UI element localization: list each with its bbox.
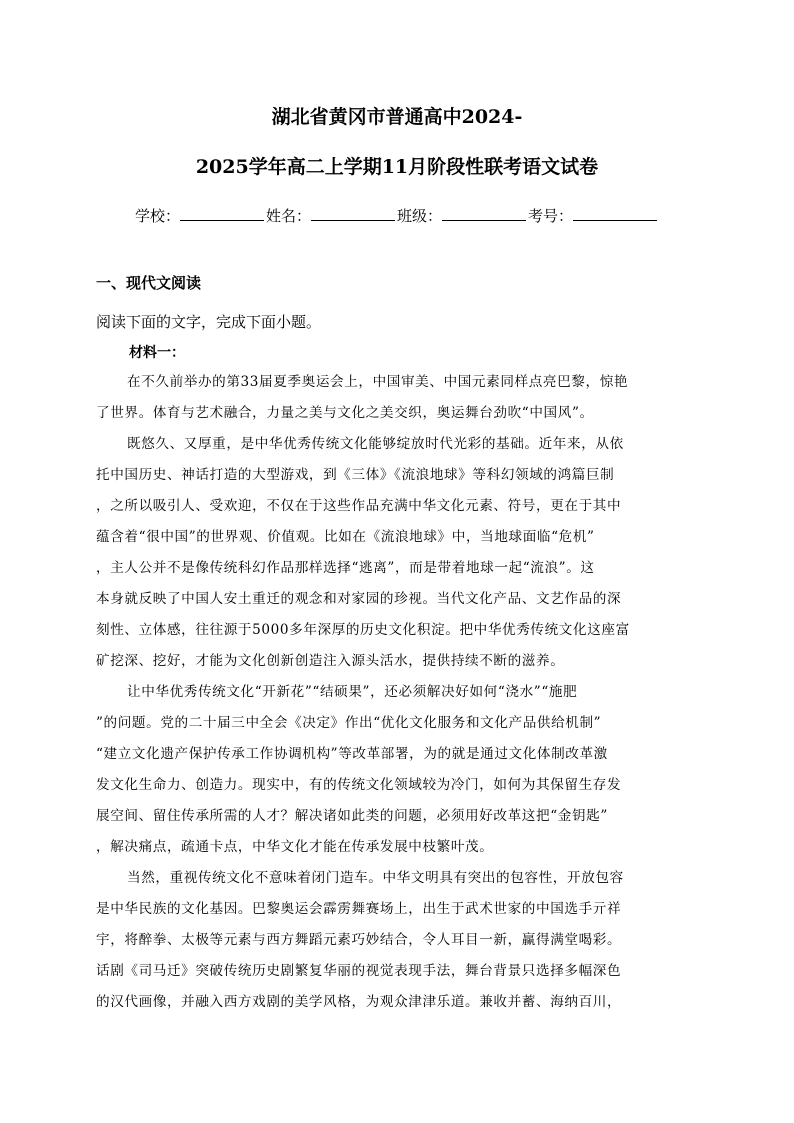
text-line: 刻性、立体感，往往源于5000多年深厚的历史文化积淀。把中华优秀传统文化这座富: [96, 622, 630, 638]
text-line: 让中华优秀传统文化“开新花”“结硕果”，还必须解决好如何“浇水”“施肥: [127, 684, 578, 700]
text-line: 了世界。体育与艺术融合，力量之美与文化之美交织，奥运舞台劲吹“中国风”。: [96, 405, 594, 421]
text-line: ，之所以吸引人、受欢迎，不仅在于这些作品充满中华文化元素、符号，更在于其中: [96, 498, 622, 514]
reading-instruction: 阅读下面的文字，完成下面小题。: [96, 313, 322, 331]
class-label: 班级：: [397, 207, 443, 225]
text-line: “建立文化遗产保护传承工作协调机构”等改革部署，为的就是通过文化体制改革激: [96, 746, 608, 762]
text-line: ”的问题。党的二十届三中全会《决定》作出“优化文化服务和文化产品供给机制”: [96, 715, 602, 731]
title-line-1: 湖北省黄冈市普通高中2024-: [271, 106, 523, 128]
text-line: 宇，将醉拳、太极等元素与西方舞蹈元素巧妙结合，令人耳目一新，赢得满堂喝彩。: [96, 932, 622, 948]
exam-number-field[interactable]: [528, 204, 659, 228]
class-blank[interactable]: [442, 205, 526, 221]
exam-number-blank[interactable]: [573, 205, 657, 221]
title-line-2: 2025学年高二上学期11月阶段性联考语文试卷: [195, 156, 599, 178]
school-label: 学校：: [134, 207, 180, 225]
text-line: ，主人公并不是像传统科幻作品那样选择“逃离”，而是带着地球一起“流浪”。这: [96, 560, 595, 576]
text-line: 托中国历史、神话打造的大型游戏，到《三体》《流浪地球》等科幻领域的鸿篇巨制: [96, 467, 615, 483]
text-line: 是中华民族的文化基因。巴黎奥运会霹雳舞赛场上，出生于武术世家的中国选手亓祥: [96, 901, 622, 917]
name-blank[interactable]: [311, 205, 395, 221]
text-line: 蕴含着“很中国”的世界观、价值观。比如在《流浪地球》中，当地球面临“危机”: [96, 529, 595, 545]
text-line: 既悠久、又厚重，是中华优秀传统文化能够绽放时代光彩的基础。近年来，从依: [127, 436, 624, 452]
section-heading: 一、现代文阅读: [96, 274, 202, 292]
text-line: 矿挖深、挖好，才能为文化创新创造注入源头活水，提供持续不断的滋养。: [96, 653, 565, 669]
material-label: 材料一：: [129, 345, 185, 361]
school-blank[interactable]: [180, 205, 264, 221]
student-info-fields: [0, 204, 794, 228]
text-line: ，解决痛点，疏通卡点，中华文化才能在传承发展中枝繁叶茂。: [96, 839, 494, 855]
name-label: 姓名：: [265, 207, 311, 225]
text-line: 当然，重视传统文化不意味着闭门造车。中华文明具有突出的包容性，开放包容: [127, 870, 624, 886]
school-field[interactable]: [135, 204, 266, 228]
exam-number-label: 考号：: [528, 207, 574, 225]
text-line: 展空间、留住传承所需的人才？解决诸如此类的问题，必须用好改革这把“金钥匙”: [96, 808, 608, 824]
name-field[interactable]: [266, 204, 397, 228]
class-field[interactable]: [397, 204, 528, 228]
text-line: 话剧《司马迁》突破传统历史剧繁复华丽的视觉表现手法，舞台背景只选择多幅深色: [96, 963, 622, 979]
text-line: 的汉代画像，并融入西方戏剧的美学风格，为观众津津乐道。兼收并蓄、海纳百川，: [96, 994, 622, 1010]
text-line: 发文化生命力、创造力。现实中，有的传统文化领域较为冷门，如何为其保留生存发: [96, 777, 622, 793]
text-line: 在不久前举办的第33届夏季奥运会上，中国审美、中国元素同样点亮巴黎，惊艳: [127, 374, 629, 390]
text-line: 本身就反映了中国人安土重迁的观念和对家园的珍视。当代文化产品、文艺作品的深: [96, 591, 622, 607]
